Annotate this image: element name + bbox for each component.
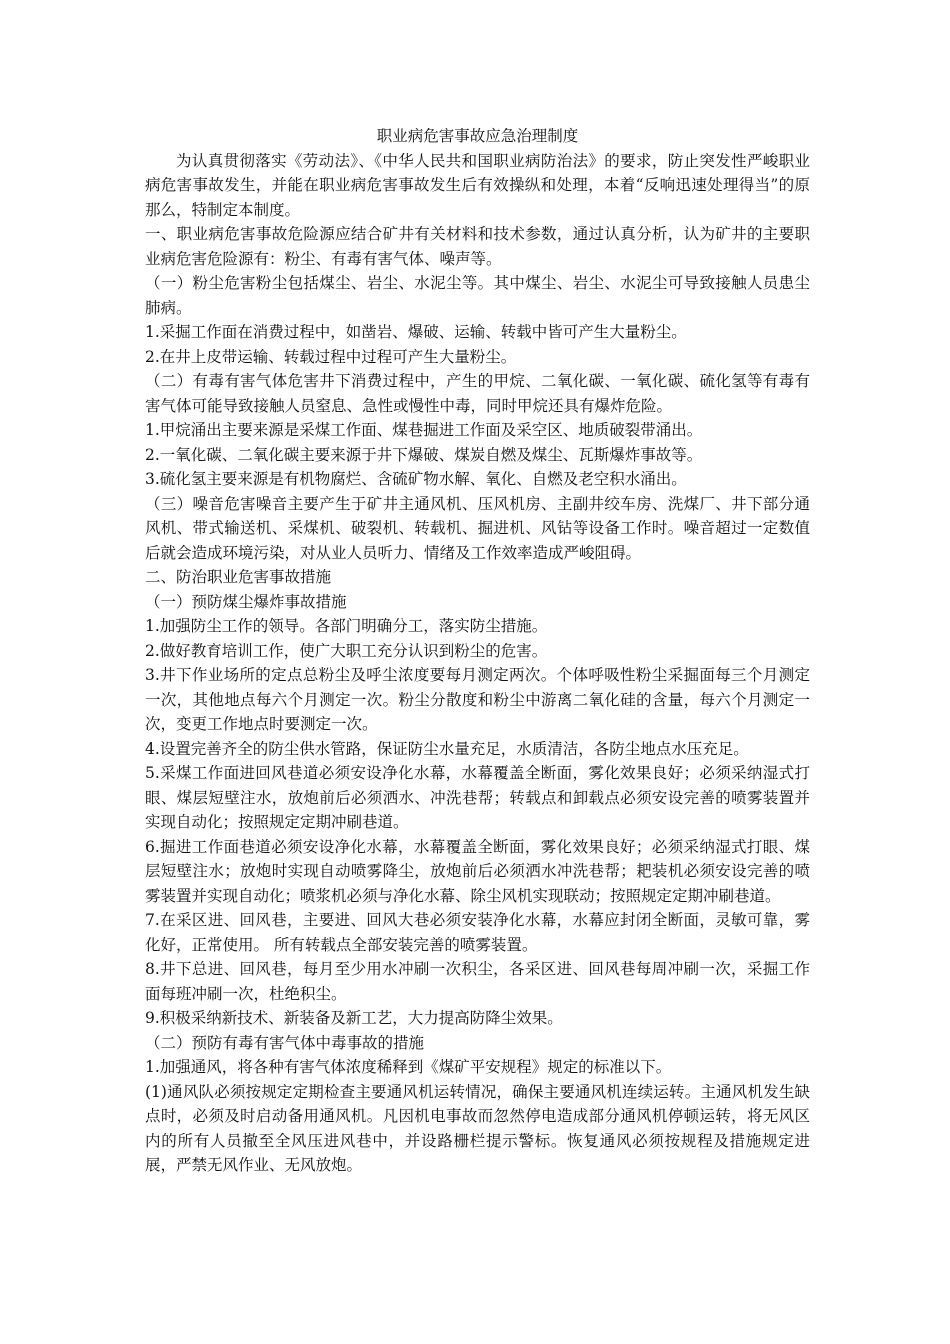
document-title: 职业病危害事故应急治理制度 — [376, 127, 579, 145]
list-item: 5.采煤工作面进回风巷道必须安设净化水幕，水幕覆盖全断面，雾化效果良好；必须采纳湿式打眼、煤层短壁注水，放炮前后必须洒水、冲洗巷帮；转载点和卸载点必须安设完善的喷雾装置并实现自动化；按照规定定期冲刷巷道。 — [145, 764, 810, 831]
dust-hazard-paragraph: （一）粉尘危害粉尘包括煤尘、岩尘、水泥尘等。其中煤尘、岩尘、水泥尘可导致接触人员患尘肺病。 — [145, 274, 810, 317]
toxic-gas-hazard-paragraph: （二）有毒有害气体危害井下消费过程中，产生的甲烷、二氧化碳、一氧化碳、硫化氢等有毒有害气体可能导致接触人员窒息、急性或慢性中毒，同时甲烷还具有爆炸危险。 — [145, 372, 810, 415]
section-1-heading-paragraph: 一、职业病危害事故危险源应结合矿井有关材料和技术参数，通过认真分析，认为矿井的主要职业病危害危险源有：粉尘、有毒有害气体、噪声等。 — [145, 225, 810, 268]
subsection-heading: （二）预防有毒有害气体中毒事故的措施 — [145, 1033, 425, 1052]
list-item: 1.加强防尘工作的领导。各部门明确分工，落实防尘措施。 — [145, 617, 548, 635]
noise-hazard-paragraph: （三）噪音危害噪音主要产生于矿井主通风机、压风机房、主副井绞车房、洗煤厂、井下部分通风机、带式输送机、采煤机、破裂机、转载机、掘进机、风钻等设备工作时。噪音超过一定数值后就会造成环境污染，对从业人员听力、情绪及工作效率造成严峻阻碍。 — [145, 494, 810, 562]
list-item: (1)通风队必须按规定定期检查主要通风机运转情况，确保主要通风机连续运转。主通风机发生缺点时，必须及时启动备用通风机。凡因机电事故而忽然停电造成部分通风机停顿运转，将无风区内的所有人员撤至全风压进风巷中，并设路栅栏提示警标。恢复通风必须按规程及措施规定进展，严禁无风作业、无风放炮。 — [145, 1082, 810, 1174]
list-item: 1.采掘工作面在消费过程中，如凿岩、爆破、运输、转载中皆可产生大量粉尘。 — [145, 323, 687, 341]
list-item: 6.掘进工作面巷道必须安设净化水幕，水幕覆盖全断面，雾化效果良好；必须采纳湿式打眼、煤层短壁注水；放炮时实现自动喷雾降尘，放炮前后必须洒水冲洗巷帮；耙装机必须安设完善的喷雾装置并实现自动化；喷浆机必须与净化水幕、除尘风机实现联动；按照规定定期冲刷巷道。 — [145, 837, 810, 905]
list-item: 2.在井上皮带运输、转载过程中过程可产生大量粉尘。 — [145, 347, 517, 366]
list-item: 3.井下作业场所的定点总粉尘及呼尘浓度要每月测定两次。个体呼吸性粉尘采掘面每三个月测定一次，其他地点每六个月测定一次。粉尘分散度和粉尘中游离二氧化硅的含量，每六个月测定一次，变更工作地点时要测定一次。 — [145, 666, 810, 733]
intro-paragraph: 为认真贯彻落实《劳动法》、《中华人民共和国职业病防治法》的要求，防止突发性严峻职业病危害事故发生，并能在职业病危害事故发生后有效操纵和处理，本着“反响迅速处理得当”的原那么，特制定本制度。 — [145, 151, 810, 219]
list-item: 8.井下总进、回风巷，每月至少用水冲刷一次积尘，各采区进、回风巷每周冲刷一次，采掘工作面每班冲刷一次，杜绝积尘。 — [145, 960, 810, 1003]
list-item: 1.甲烷涌出主要来源是采煤工作面、煤巷掘进工作面及采空区、地质破裂带涌出。 — [145, 421, 703, 439]
list-item: 1.加强通风，将各种有害气体浓度稀释到《煤矿平安规程》规定的标准以下。 — [145, 1058, 672, 1076]
list-item: 4.设置完善齐全的防尘供水管路，保证防尘水量充足，水质清洁，各防尘地点水压充足。 — [145, 739, 749, 758]
list-item: 7.在采区进、回风巷，主要进、回风大巷必须安装净化水幕，水幕应封闭全断面，灵敏可靠，雾化好，正常使用。 所有转载点全部安装完善的喷雾装置。 — [145, 911, 810, 954]
list-item: 3.硫化氢主要来源是有机物腐烂、含硫矿物水解、氧化、自燃及老空积水涌出。 — [145, 470, 687, 488]
section-2-heading: 二、防治职业危害事故措施 — [145, 568, 332, 586]
list-item: 2.做好教育培训工作，使广大职工充分认识到粉尘的危害。 — [145, 641, 548, 660]
subsection-heading: （一）预防煤尘爆炸事故措施 — [145, 592, 347, 611]
list-item: 2.一氧化碳、二氧化碳主要来源于井下爆破、煤炭自燃及煤尘、瓦斯爆炸事故等。 — [145, 445, 703, 464]
list-item: 9.积极采纳新技术、新装备及新工艺，大力提高防降尘效果。 — [145, 1009, 563, 1027]
document-page — [145, 124, 810, 1178]
